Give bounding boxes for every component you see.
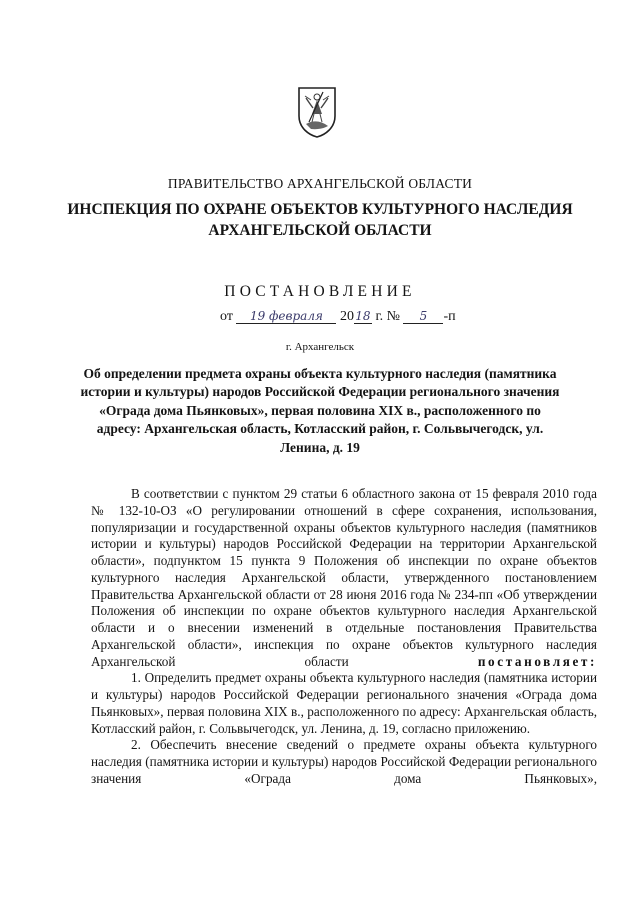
government-title: ПРАВИТЕЛЬСТВО АРХАНГЕЛЬСКОЙ ОБЛАСТИ (167, 176, 473, 191)
inspection-title-line2: АРХАНГЕЛЬСКОЙ ОБЛАСТИ (208, 222, 432, 239)
decree-body (91, 486, 597, 788)
decree-subject: Об определении предмета охраны объекта культурного наследия (памятника истории и культуры) народов Российской Федерации регионального значения «Ограда дома Пьянковых», первая половина XIX в., расположенного по адресу: Архангельская область, Котласский район, г. Сольвычегодск, ул. Ленина, д. 19 (80, 366, 560, 455)
year-prefix: 20 (339, 309, 354, 324)
inspection-title-line1: ИНСПЕКЦИЯ ПО ОХРАНЕ ОБЪЕКТОВ КУЛЬТУРНОГО НАСЛЕДИЯ (67, 201, 573, 218)
number-label: г. № (375, 309, 400, 324)
intro-text: В соответствии с пунктом 29 статьи 6 областного закона от 15 февраля 2010 года № 132-10-ОЗ «О регулировании отношений в сфере сохранения, использования, популяризации и государственной охраны объектов культурного наследия (памятников истории и культуры) народов Российской Федерации на территории Архангельской области», подпунктом 15 пункта 9 Положения об инспекции по охране объектов культурного наследия Архангельской области, утвержденного постановлением Правительства Архангельской области от 28 июня 2016 года № 234-пп «Об утверждении Положения об инспекции по охране объектов культурного наследия Архангельской области и о внесении изменений в отдельные постановления Правительства Архангельской области», инспекция по охране объектов культурного наследия Архангельской области (91, 486, 597, 669)
inspection-title (60, 199, 580, 241)
document-type: ПОСТАНОВЛЕНИЕ (224, 283, 416, 300)
date-number-line (220, 309, 456, 325)
item-1-paragraph: 1. Определить предмет охраны объекта культурного наследия (памятника истории и культуры) народов Российской Федерации регионального значения «Ограда дома Пьянковых», первая половина XIX в., расположенного по адресу: Архангельская область, Котласский район, г. Сольвычегодск, ул. Ленина, д. 19, согласно приложению. (91, 670, 597, 736)
handwritten-date: 19 февраля (236, 309, 336, 324)
date-prefix: от (220, 309, 233, 324)
decree-word: постановляет: (477, 653, 597, 669)
item-2-paragraph: 2. Обеспечить внесение сведений о предмете охраны объекта культурного наследия (памятника истории и культуры) народов Российской Федерации регионального значения «Ограда дома Пьянковых», (91, 737, 597, 786)
city-label: г. Архангельск (285, 341, 355, 353)
handwritten-year: 18 (355, 309, 371, 323)
intro-paragraph (91, 486, 597, 670)
number-suffix: -п (443, 309, 456, 324)
coat-of-arms-archangel-icon (297, 86, 337, 138)
handwritten-number: 5 (403, 309, 443, 324)
